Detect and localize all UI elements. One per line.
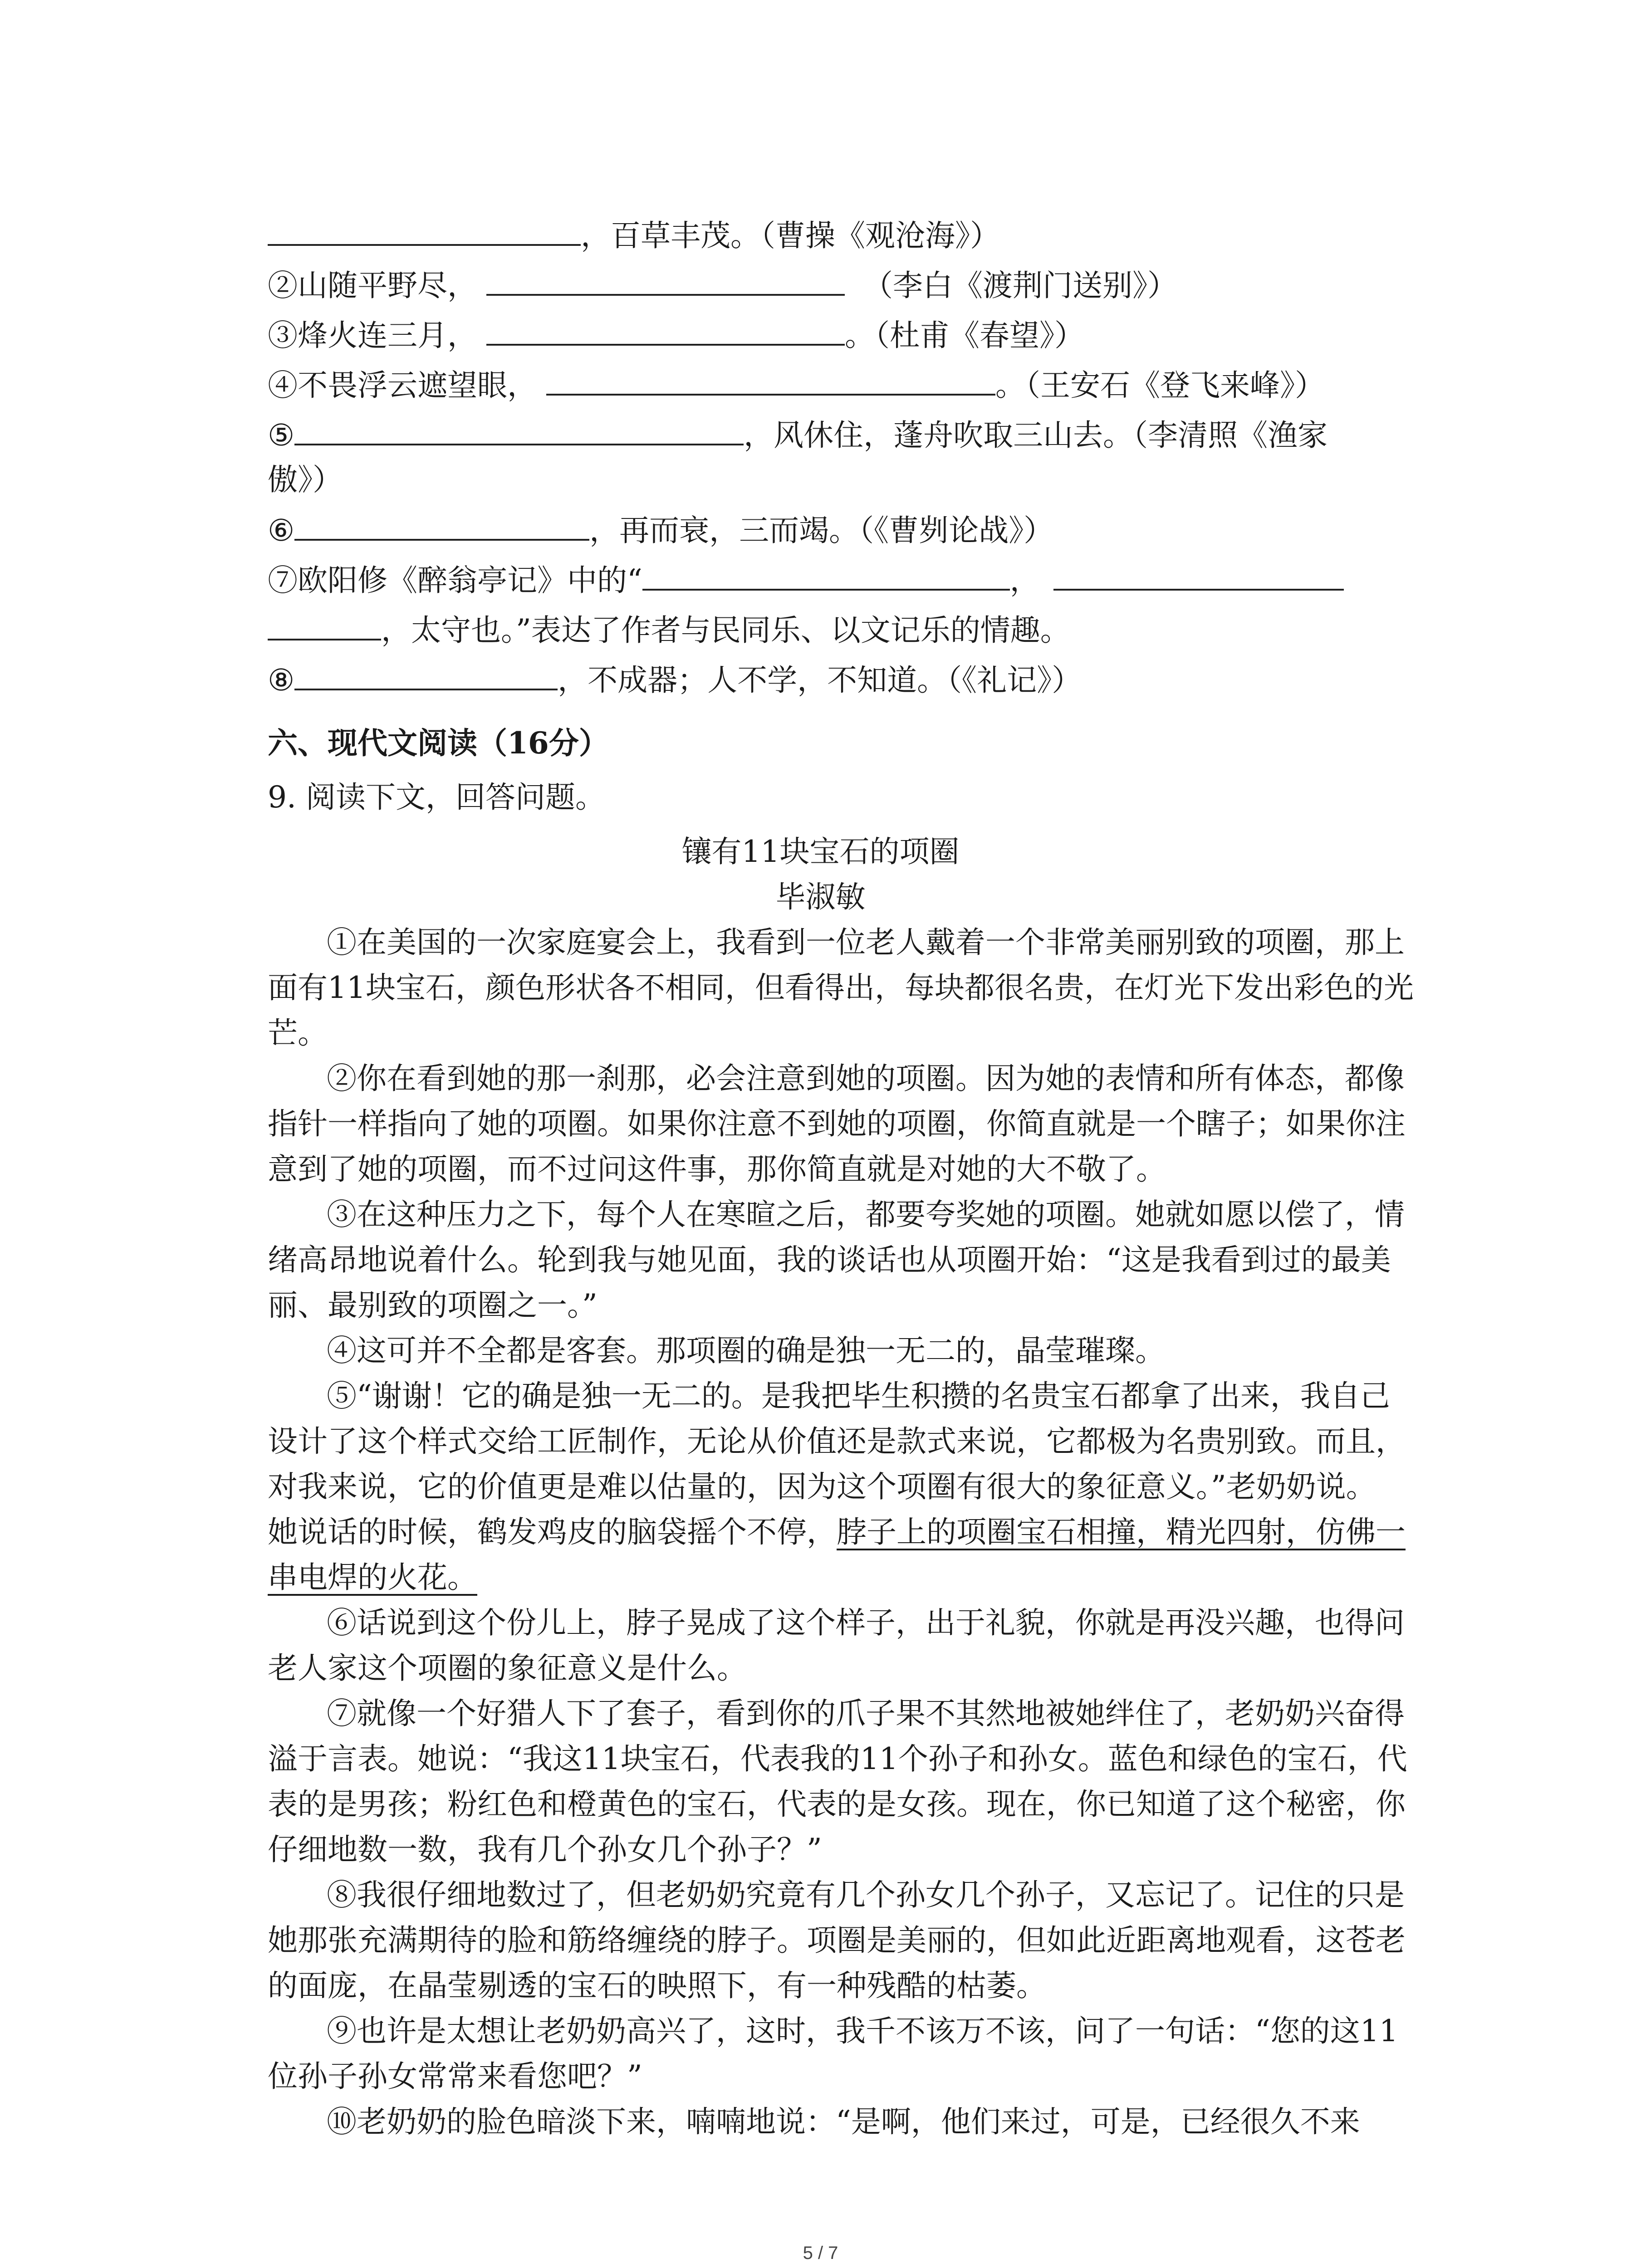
article-line: 表的是男孩；粉红色和橙黄色的宝石，代表的是女孩。现在，你已知道了这个秘密，你 — [268, 1787, 1406, 1822]
article-line: ⑨也许是太想让老奶奶高兴了，这时，我千不该万不该，问了一句话：“您的这11 — [327, 2014, 1398, 2048]
poem-line-6 — [268, 562, 1432, 599]
answer-blank[interactable] — [294, 512, 589, 541]
underlined-sentence: 脖子上的项圈宝石相撞，精光四射，仿佛一 — [837, 1515, 1406, 1549]
article-line: 意到了她的项圈，而不过问这件事，那你简直就是对她的大不敬了。 — [268, 1152, 1166, 1187]
article-line: 对我来说，它的价值更是难以估量的，因为这个项圈有很大的象征意义。”老奶奶说。 — [268, 1469, 1376, 1504]
poem-text: ，百草丰茂。（曹操《观沧海》） — [581, 218, 1000, 253]
article-line: 的面庞，在晶莹剔透的宝石的映照下，有一种残酷的枯萎。 — [268, 1968, 1046, 2003]
article-line: ⑧我很仔细地数过了，但老奶奶究竟有几个孙女几个孙子，又忘记了。记住的只是 — [327, 1877, 1405, 1912]
section-title: 六、现代文阅读（16分） — [268, 725, 609, 761]
article-line: ②你在看到她的那一刹那，必会注意到她的项圈。因为她的表情和所有体态，都像 — [327, 1061, 1405, 1096]
poem-line-7 — [268, 611, 1432, 649]
page-number: 5 / 7 — [803, 2243, 838, 2263]
underlined-sentence: 串电焊的火花。 — [268, 1560, 477, 1595]
poem-text: ③烽火连三月， — [268, 318, 477, 353]
article-line — [268, 1559, 1432, 1596]
article-line: 设计了这个样式交给工匠制作，无论从价值还是款式来说，它都极为名贵别致。而且， — [268, 1424, 1406, 1459]
article-title: 镶有11块宝石的项圈 — [681, 834, 960, 869]
answer-blank[interactable] — [294, 661, 558, 690]
poem-text: （李白《渡荆门送别》） — [863, 268, 1177, 303]
answer-blank[interactable] — [486, 267, 845, 296]
answer-blank[interactable] — [642, 562, 1010, 591]
poem-text: ⑤ — [268, 418, 295, 453]
poem-line-3 — [268, 367, 1432, 404]
article-line: ⑤“谢谢！它的确是独一无二的。是我把毕生积攒的名贵宝石都拿了出来，我自己 — [327, 1378, 1390, 1413]
answer-blank[interactable] — [486, 317, 845, 346]
answer-blank[interactable] — [546, 367, 995, 396]
poem-text: ②山随平野尽， — [268, 268, 477, 303]
article-text: 她说话的时候，鹤发鸡皮的脑袋摇个不停， — [268, 1515, 837, 1549]
poem-line-0 — [268, 217, 1432, 254]
poem-text: ， — [1009, 563, 1040, 598]
answer-blank[interactable] — [1053, 562, 1344, 591]
poem-line-1 — [268, 267, 1432, 304]
article-line: 她那张充满期待的脸和筋络缠绕的脖子。项圈是美丽的，但如此近距离地观看，这苍老 — [268, 1923, 1406, 1958]
poem-line-2 — [268, 317, 1432, 354]
article-line: ①在美国的一次家庭宴会上，我看到一位老人戴着一个非常美丽别致的项圈，那上 — [327, 925, 1405, 960]
poem-line-8 — [268, 661, 1432, 699]
article-line: 绪高昂地说着什么。轮到我与她见面，我的谈话也从项圈开始：“这是我看到过的最美 — [268, 1242, 1391, 1277]
article-line: 仔细地数一数，我有几个孙女几个孙子？” — [268, 1832, 822, 1867]
article-line: ④这可并不全都是客套。那项圈的确是独一无二的，晶莹璀璨。 — [327, 1333, 1165, 1368]
article-line: ⑦就像一个好猎人下了套子，看到你的爪子果不其然地被她绊住了，老奶奶兴奋得 — [327, 1696, 1405, 1731]
poem-text: ，太守也。”表达了作者与民同乐、以文记乐的情趣。 — [381, 613, 1070, 648]
article-line: 位孙子孙女常常来看您吧？” — [268, 2059, 642, 2094]
poem-text: ④不畏浮云遮望眼， — [268, 368, 537, 403]
article-line: 指针一样指向了她的项圈。如果你注意不到她的项圈，你简直就是一个瞎子；如果你注 — [268, 1106, 1406, 1141]
article-author: 毕淑敏 — [775, 880, 866, 914]
poem-text: 。（杜甫《春望》） — [845, 318, 1084, 353]
article-line: 面有11块宝石，颜色形状各不相同，但看得出，每块都很名贵，在灯光下发出彩色的光 — [268, 970, 1414, 1005]
poem-text: ⑦欧阳修《醉翁亭记》中的“ — [268, 563, 642, 598]
poem-text: ⑧ — [268, 663, 295, 698]
answer-blank[interactable] — [268, 611, 381, 640]
poem-line-4 — [268, 416, 1432, 454]
answer-blank[interactable] — [268, 217, 581, 246]
article-line — [268, 1514, 1432, 1550]
article-line: ③在这种压力之下，每个人在寒暄之后，都要夸奖她的项圈。她就如愿以偿了，情 — [327, 1197, 1405, 1232]
poem-text: ，不成器；人不学，不知道。（《礼记》） — [558, 663, 1082, 698]
article-line: 芒。 — [268, 1016, 328, 1051]
article-line: ⑩老奶奶的脸色暗淡下来，喃喃地说：“是啊，他们来过，可是，已经很久不来 — [327, 2104, 1360, 2139]
poem-text: ，再而衰，三而竭。（《曹刿论战》） — [589, 513, 1054, 548]
article-line: 老人家这个项圈的象征意义是什么。 — [268, 1651, 747, 1686]
answer-blank[interactable] — [294, 416, 744, 445]
poem-text: 。（王安石《登飞来峰》） — [995, 368, 1325, 403]
article-line: 溢于言表。她说：“我这11块宝石，代表我的11个孙子和孙女。蓝色和绿色的宝石，代 — [268, 1741, 1407, 1776]
article-line: ⑥话说到这个份儿上，脖子晃成了这个样子，出于礼貌，你就是再没兴趣，也得问 — [327, 1605, 1405, 1640]
poem-text: ⑥ — [268, 513, 295, 548]
poem-text: 傲》） — [268, 462, 343, 497]
question-prompt: 9. 阅读下文，回答问题。 — [268, 780, 605, 815]
poem-text: ，风休住，蓬舟吹取三山去。（李清照《渔家 — [744, 418, 1328, 453]
poem-line-4-cont — [268, 462, 1432, 498]
poem-line-5 — [268, 512, 1432, 549]
article-line: 丽、最别致的项圈之一。” — [268, 1288, 598, 1323]
